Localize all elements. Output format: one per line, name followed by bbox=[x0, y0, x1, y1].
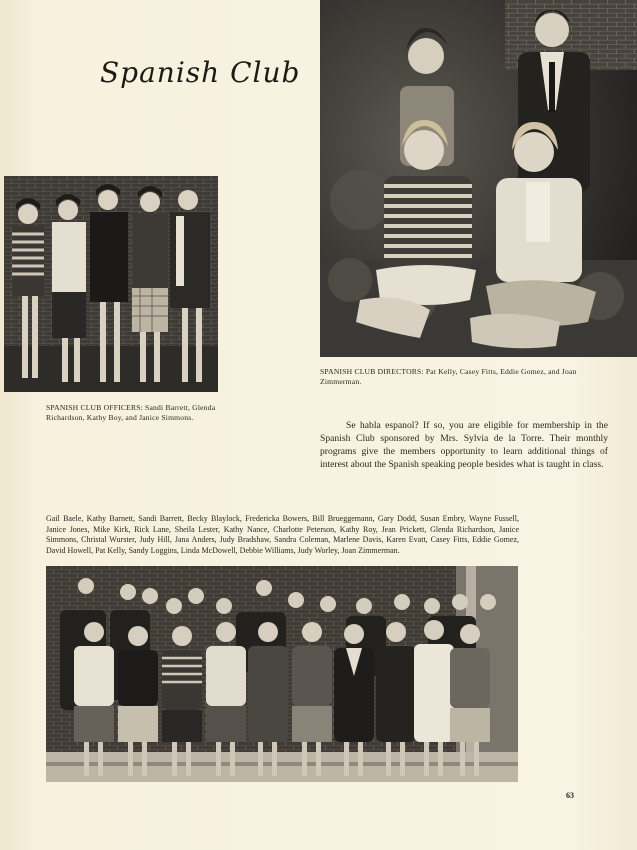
page-title: Spanish Club bbox=[100, 56, 301, 89]
officers-photo bbox=[4, 176, 218, 392]
page-number: 63 bbox=[566, 791, 574, 800]
club-description: Se habla espanol? If so, you are eligible for membership in the Spanish Club sponsored by Mrs. Sylvia de la Torre. Their monthly programs give the members opportunity to learn additional things of interest about the Spanish speaking people besides what is taught in class. bbox=[320, 420, 608, 470]
officers-caption: SPANISH CLUB OFFICERS: Sandi Barrett, Glenda Richardson, Kathy Boy, and Janice Simmons. bbox=[46, 403, 216, 422]
member-list: Gail Baele, Kathy Barnett, Sandi Barrett, Becky Blaylock, Fredericka Bowers, Bill Brueggemann, Gary Dodd, Susan Embry, Wayne Fussell, Janice Jones, Mike Kirk, Rick Lane, Sheila Lester, Kathy Nance, Charlotte Peterson, Kathy Roy, Jean Prickett, Glenda Richardson, Janice Simmons, Christal Wurster, Judy Hill, Jana Anders, Judy Bradshaw, Sandra Coleman, Marlene Davis, Karen Evatt, Casey Fitts, Eddie Gomez, David Howell, Pat Kelly, Sandy Loggins, Linda McDowell, Debbie Williams, Judy Worley, Joan Zimmerman. bbox=[46, 514, 519, 555]
photo-directors-icon bbox=[320, 0, 637, 357]
photo-officers-icon bbox=[4, 176, 218, 392]
group-photo bbox=[46, 566, 518, 782]
photo-group-icon bbox=[46, 566, 518, 782]
directors-photo bbox=[320, 0, 637, 357]
directors-caption: SPANISH CLUB DIRECTORS: Pat Kelly, Casey Fitts, Eddie Gomez, and Joan Zimmerman. bbox=[320, 367, 577, 386]
